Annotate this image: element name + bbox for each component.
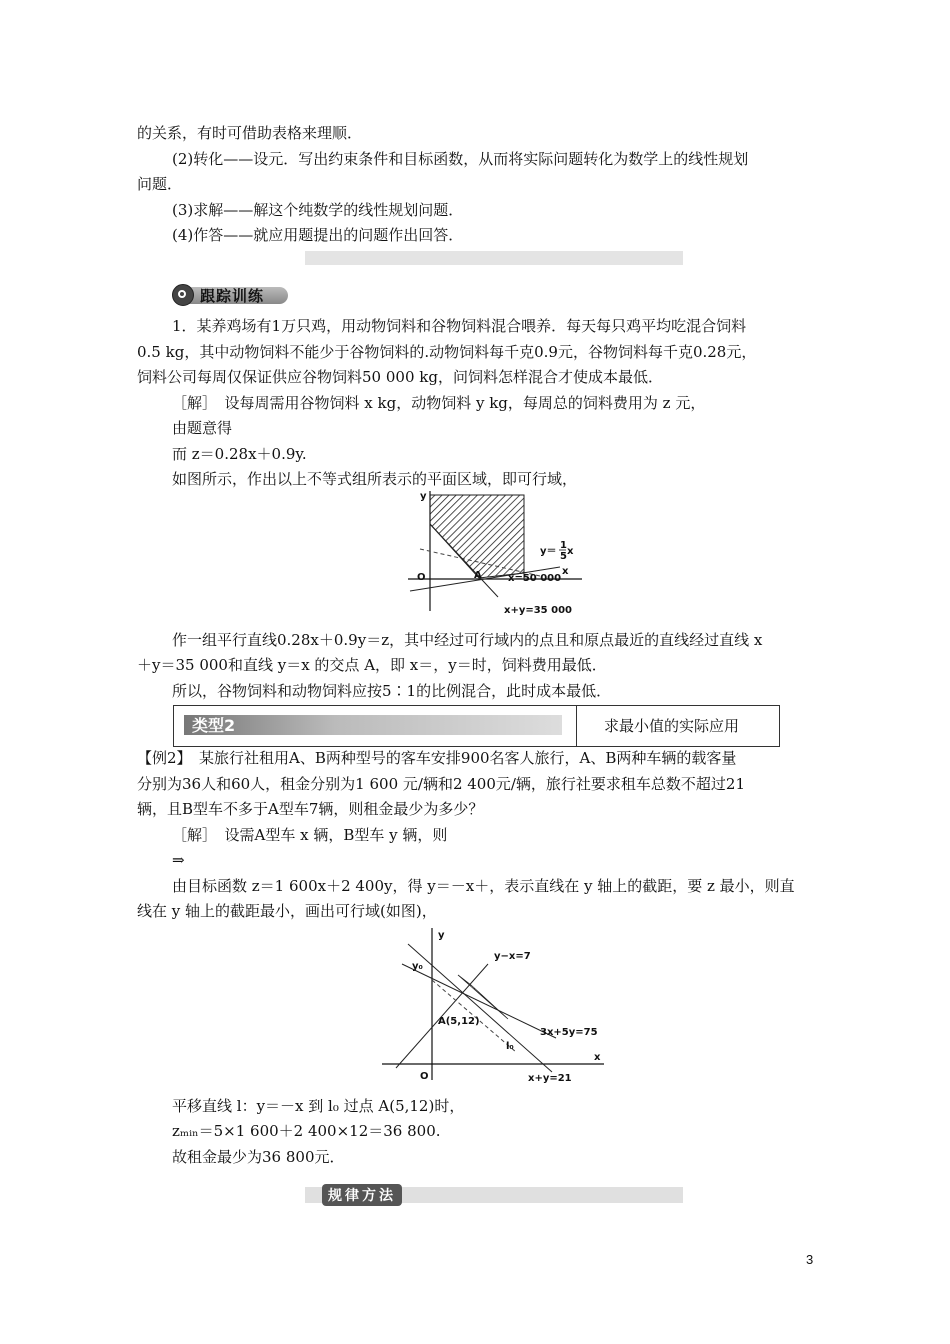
page-number: 3: [806, 1252, 814, 1267]
target-icon: [172, 284, 194, 306]
problem1-line-9: ＋y＝35 000和直线 y＝x 的交点 A，即 x＝，y＝时，饲料费用最低．: [137, 656, 607, 674]
fig1-line1-num: 1: [560, 540, 567, 551]
fig2-line2-label: 3x+5y=75: [540, 1027, 598, 1038]
example2-line-3: 辆，且B型车不多于A型车7辆，则租金最少为多少？: [137, 800, 484, 818]
figure-1: [400, 487, 590, 617]
example2-line-2: 分别为36人和60人，租金分别为1 600 元/辆和2 400元/辆，旅行社要求租车总数不超过21: [137, 775, 746, 793]
fig1-line3-label: x+y=35 000: [504, 605, 572, 616]
problem1-line-8: 作一组平行直线0.28x＋0.9y＝z，其中经过可行域内的点且和原点最近的直线经过直线 x: [172, 631, 763, 649]
badge-title: 跟踪训练: [200, 287, 265, 305]
fig2-y0: y₀: [412, 961, 423, 972]
problem1-line-1: 1．某养鸡场有1万只鸡，用动物饲料和谷物饲料混合喂养．每天每只鸡平均吃混合饲料: [172, 317, 747, 335]
problem1-line-6: 而 z＝0.28x＋0.9y.: [172, 445, 307, 463]
figure-2: [378, 922, 610, 1084]
fig1-origin: O: [417, 572, 426, 583]
line-x-plus-y-21: [408, 944, 552, 1072]
intro-line-4: (3)求解——解这个纯数学的线性规划问题．: [172, 201, 464, 219]
fig2-point-a: A(5,12): [438, 1016, 480, 1027]
type-bar: [184, 715, 562, 735]
fig1-x-label: x: [562, 566, 569, 577]
example2-line-5: ⇒: [172, 851, 185, 869]
intro-line-5: (4)作答——就应用题提出的问题作出回答．: [172, 226, 464, 244]
feasible-region: [430, 495, 524, 578]
fig2-line1-label: y−x=7: [494, 951, 531, 962]
fig1-line1-prefix: y＝: [540, 546, 557, 557]
fig1-y-label: y: [420, 491, 427, 502]
example2-line-1: 【例2】 某旅行社租用A、B两种型号的客车安排900名客人旅行，A、B两种车辆的载客量: [137, 749, 737, 767]
fig1-line1-var: x: [567, 546, 574, 557]
example2-line-10: 故租金最少为36 800元．: [172, 1148, 345, 1166]
fig1-line2-label: x=50 000: [508, 573, 562, 584]
intro-line-2: (2)转化——设元．写出约束条件和目标函数，从而将实际问题转化为数学上的线性规划: [172, 150, 749, 168]
problem1-line-10: 所以，谷物饲料和动物饲料应按5∶1的比例混合，此时成本最低．: [172, 682, 612, 700]
intro-line-1: 的关系，有时可借助表格来理顺．: [137, 124, 363, 142]
example2-line-8: 平移直线 l：y＝－x 到 l₀ 过点 A(5,12)时，: [172, 1097, 465, 1115]
fig2-line3-label: x+y=21: [528, 1073, 572, 1084]
problem1-line-4: ［解］ 设每周需用谷物饲料 x kg，动物饲料 y kg，每周总的饲料费用为 z 元，: [172, 394, 706, 412]
fig2-l0-label: l₀: [506, 1041, 514, 1052]
problem1-line-7: 如图所示，作出以上不等式组所表示的平面区域，即可行域，: [172, 470, 578, 488]
type-box-left: [174, 706, 577, 746]
section-badge: [172, 284, 288, 306]
problem1-line-5: 由题意得: [172, 419, 233, 437]
example2-line-7: 线在 y 轴上的截距最小，画出可行域(如图)，: [137, 902, 437, 920]
type-title: 求最小值的实际应用: [604, 717, 740, 735]
feasible-region: [458, 975, 508, 1019]
fig2-x-label: x: [594, 1052, 601, 1063]
fig1-point-a: A: [474, 570, 482, 581]
example2-line-6: 由目标函数 z＝1 600x＋2 400y，得 y＝－x＋，表示直线在 y 轴上的截距，要 z 最小，则直: [172, 877, 795, 895]
example2-line-9: zₘᵢₙ＝5×1 600＋2 400×12＝36 800.: [172, 1122, 441, 1140]
fig2-y-label: y: [438, 930, 445, 941]
problem1-line-2: 0.5 kg，其中动物饲料不能少于谷物饲料的.动物饲料每千克0.9元，谷物饲料每千克0.28元，: [137, 343, 757, 361]
type-label: 类型2: [192, 716, 236, 735]
divider-band: [305, 251, 683, 265]
problem1-line-3: 饲料公司每周仅保证供应谷物饲料50 000 kg，问饲料怎样混合才使成本最低．: [137, 368, 663, 386]
example2-line-4: ［解］ 设需A型车 x 辆，B型车 y 辆，则: [172, 826, 448, 844]
intro-line-3: 问题．: [137, 175, 183, 193]
type-box: [173, 705, 780, 747]
fig1-line1-den: 5: [560, 551, 567, 562]
method-title: 规律方法: [322, 1184, 402, 1206]
fig2-origin: O: [420, 1071, 429, 1082]
